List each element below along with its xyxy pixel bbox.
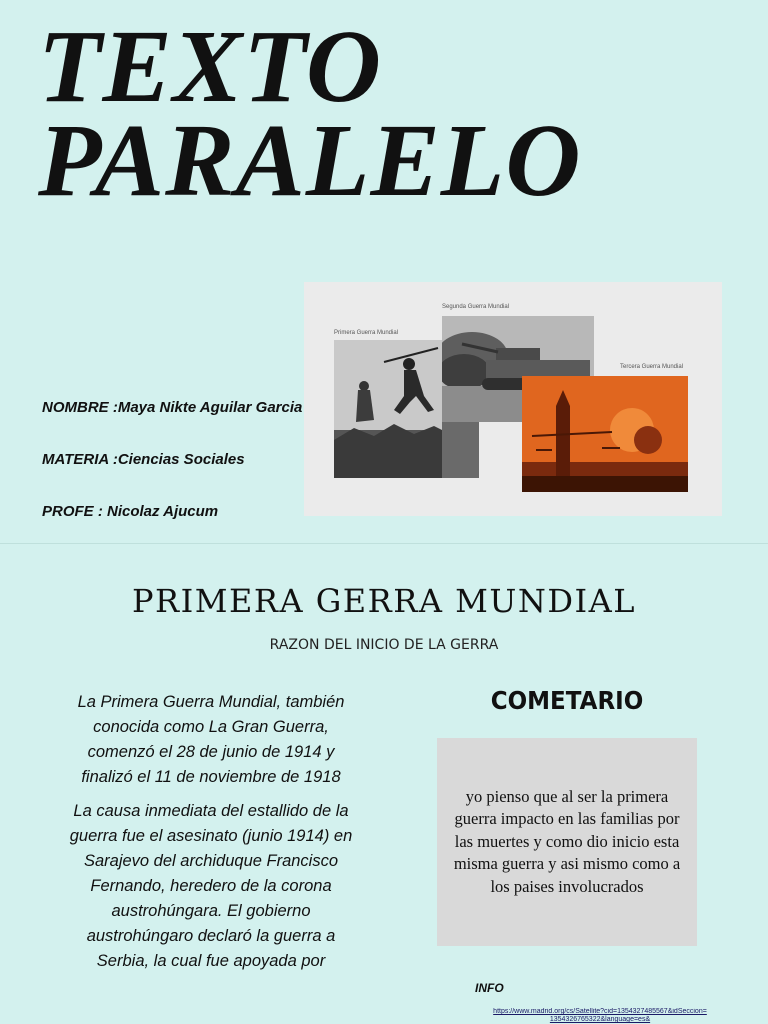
comment-heading: COMETARIO (490, 686, 644, 715)
wwiii-photo (522, 376, 688, 492)
section-heading: PRIMERA GERRA MUNDIAL (131, 582, 637, 620)
page-title (38, 9, 582, 218)
comment-text: yo pienso que al ser la primera guerra impacto en las familias por las muertes y como dio inicio esta misma guerra y asi mismo como a los paises involucrados (453, 786, 681, 896)
comment-box (437, 738, 697, 946)
war-photo-collage (304, 282, 722, 516)
body-text (60, 690, 362, 983)
title-line-2: PARALELO (38, 103, 582, 218)
section-subheading: RAZON DEL INICIO DE LA GERRA (269, 637, 499, 653)
subject: MATERIA :Ciencias Sociales (42, 451, 245, 468)
caption-segunda: Segunda Guerra Mundial (442, 304, 510, 310)
paragraph-2: La causa inmediata del estallido de la guerra fue el asesinato (junio 1914) en Sarajevo del archiduque Francisco Fernando, heredero de la corona austrohúngara. El gobierno austrohúngaro declaró la guerra a Serbia, la cual fue apoyada por (69, 802, 353, 970)
teacher: PROFE : Nicolaz Ajucum (42, 503, 219, 520)
title-line-1: TEXTO (38, 9, 383, 124)
section-divider (0, 543, 768, 544)
student-name: NOMBRE :Maya Nikte Aguilar Garcia (42, 399, 303, 416)
info-label: INFO (475, 981, 504, 995)
paragraph-1: La Primera Guerra Mundial, también conocida como La Gran Guerra, comenzó el 28 de junio de 1914 y finalizó el 11 de noviembre de 1918 (77, 693, 345, 786)
caption-tercera: Tercera Guerra Mundial (620, 364, 684, 370)
source-link[interactable]: https://www.madrid.org/cs/Satellite?cid=1354327485567&idSeccion=1354326765322&language=es& (493, 1008, 707, 1023)
caption-primera: Primera Guerra Mundial (334, 330, 399, 336)
